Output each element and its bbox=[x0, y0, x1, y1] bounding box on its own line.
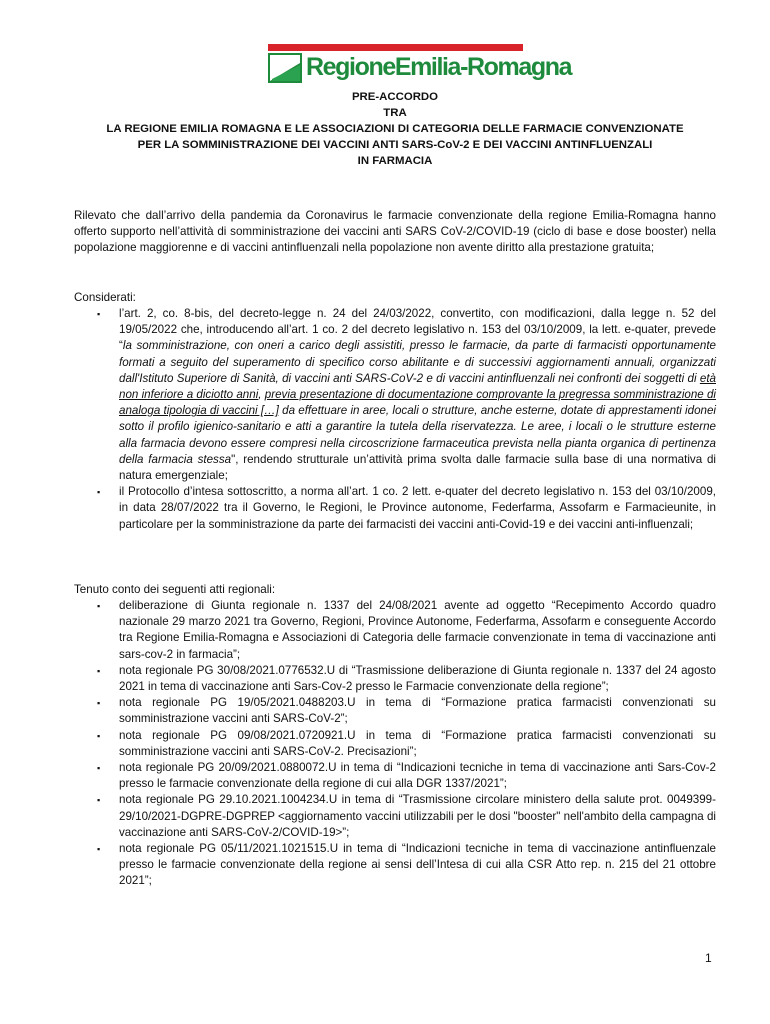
logo-wordmark: RegioneEmilia-Romagna bbox=[306, 53, 572, 81]
list-item bbox=[74, 728, 716, 760]
page-number: 1 bbox=[705, 951, 712, 965]
considerati-list bbox=[74, 306, 716, 533]
list-item-text: nota regionale PG 29.10.2021.1004234.U in tema di “Trasmissione circolare ministero della salute prot. 0049399-29/10/2021-DGPRE-DGPREP <aggiornamento vaccini utilizzabili per le dosi "booster" nell'ambito della campagna di vaccinazione anti SARS-CoV-2/COVID-19>”; bbox=[119, 793, 716, 839]
list-item-text: ", rendendo strutturale un’attività prima svolta dalle farmacie sulla base di una normativa di natura emergenziale; bbox=[119, 452, 717, 483]
logo-red-bar bbox=[268, 44, 523, 51]
heading-line: IN FARMACIA bbox=[357, 155, 433, 167]
underlined-text: previa presentazione di documentazione comprovante la pregressa somministrazione di analoga tipologia di vaccini […] bbox=[119, 388, 717, 418]
region-logo bbox=[268, 44, 572, 84]
bullet-icon: ▪ bbox=[97, 795, 101, 806]
list-item-text: nota regionale PG 19/05/2021.0488203.U in tema di “Formazione pratica farmacisti convenzionati su somministrazione vaccini anti SARS-CoV-2”; bbox=[119, 696, 716, 726]
list-item bbox=[74, 663, 716, 695]
quoted-text: la somministrazione, con oneri a carico degli assistiti, presso le farmacie, da parte di farmacisti opportunamente formati a seguito del superamento di specifico corso abilitante e di successivi aggiornamenti annuali, organizzati dall'Istituto Superiore di Sanità, di vaccini anti SARS-CoV-2 e di vaccini antinfluenzali nei confronti dei soggetti di bbox=[119, 339, 716, 385]
list-item-text: l’art. 2, co. 8-bis, del decreto-legge n. 24 del 24/03/2022, convertito, con modificazioni, dalla legge n. 52 del 19/05/2022 che, introducendo all’art. 1 co. 2 del decreto legislativo n. 153 del 03/10/2009, la lett. e-quater, prevede “ bbox=[119, 307, 716, 353]
bullet-icon: ▪ bbox=[97, 698, 101, 709]
list-item bbox=[74, 760, 716, 792]
bullet-icon: ▪ bbox=[97, 844, 101, 855]
bullet-icon: ▪ bbox=[97, 665, 101, 676]
bullet-icon: ▪ bbox=[97, 763, 101, 774]
list-item bbox=[74, 484, 716, 533]
document-heading bbox=[60, 89, 730, 169]
list-item-text: nota regionale PG 05/11/2021.1021515.U in tema di “Indicazioni tecniche in tema di vaccinazione antinfluenzale presso le farmacie convenzionate della regione ai sensi dell’Intesa di cui alla CSR Atto rep. n. 215 del 21 ottobre 2021”; bbox=[119, 842, 716, 888]
bullet-icon: ▪ bbox=[97, 487, 101, 498]
list-item-text: nota regionale PG 20/09/2021.0880072.U in tema di “Indicazioni tecniche in tema di vaccinazione anti Sars-Cov-2 presso le farmacie convenzionate della regione di cui alla DGR 1337/2021”; bbox=[119, 761, 716, 791]
list-item-text: nota regionale PG 09/08/2021.0720921.U in tema di “Formazione pratica farmacisti convenzionati su somministrazione vaccini anti SARS-CoV-2. Precisazioni”; bbox=[119, 728, 716, 758]
list-item bbox=[74, 792, 716, 841]
quoted-text: da effettuare in aree, locali o strutture, anche esterne, dotate di apprestamenti idonei sotto il profilo igienico-sanitario e atti a garantire la tutela della riservatezza. Le aree, i locali o le strutture esterne alla farmacia devono essere compresi nella circoscrizione farmaceutica prevista nella pianta organica di pertinenza della farmacia stessa bbox=[119, 404, 717, 466]
bullet-icon: ▪ bbox=[97, 730, 101, 741]
tenuto-list bbox=[74, 598, 716, 890]
underlined-text: età non inferiore a diciotto anni bbox=[119, 371, 716, 402]
list-item bbox=[74, 306, 716, 484]
logo-emblem-icon bbox=[268, 53, 302, 83]
list-item-text: deliberazione di Giunta regionale n. 1337 del 24/08/2021 avente ad oggetto “Recepimento Accordo quadro nazionale 29 marzo 2021 tra Governo, Regioni, Province Autonome, Federfarma, Assofarm e conseguente Accordo tra Regione Emilia-Romagna e Associazioni di Categoria delle farmacie convenzionate in tema di vaccinazione anti sars-cov-2 in farmacia”; bbox=[119, 599, 716, 661]
heading-line: LA REGIONE EMILIA ROMAGNA E LE ASSOCIAZIONI DI CATEGORIA DELLE FARMACIE CONVENZIONATE bbox=[106, 123, 684, 135]
heading-line: PER LA SOMMINISTRAZIONE DEI VACCINI ANTI SARS-CoV-2 E DEI VACCINI ANTINFLUENZALI bbox=[137, 139, 653, 151]
tenuto-label: Tenuto conto dei seguenti atti regionali: bbox=[74, 583, 276, 596]
list-item-text: il Protocollo d’intesa sottoscritto, a norma all’art. 1 co. 2 lett. e-quater del decreto legislativo n. 153 del 03/10/2009, in data 28/07/2022 tra il Governo, le Regioni, le Province autonome, Federfarma, Assofarm e Farmacieunite, in particolare per la somministrazione da parte dei farmacisti dei vaccini anti-Covid-19 e dei vaccini anti-influenzali; bbox=[119, 485, 716, 531]
list-item-text: nota regionale PG 30/08/2021.0776532.U di “Trasmissione deliberazione di Giunta regionale n. 1337 del 24 agosto 2021 in tema di vaccinazione anti Sars-Cov-2 presso le Farmacie convenzionate della regione”; bbox=[119, 663, 716, 694]
list-item bbox=[74, 598, 716, 663]
heading-line: TRA bbox=[383, 107, 407, 119]
quoted-text: , bbox=[258, 388, 265, 402]
heading-line: PRE-ACCORDO bbox=[351, 91, 439, 103]
list-item bbox=[74, 841, 716, 890]
considerati-label: Considerati: bbox=[74, 291, 136, 304]
bullet-icon: ▪ bbox=[97, 309, 101, 319]
bullet-icon: ▪ bbox=[97, 601, 101, 611]
intro-paragraph: Rilevato che dall’arrivo della pandemia da Coronavirus le farmacie convenzionate della regione Emilia-Romagna hanno offerto supporto nell’attività di somministrazione dei vaccini anti SARS CoV-2/COVID-19 (ciclo di base e dose booster) nella popolazione maggiorenne e di vaccini antinfluenzali nella popolazione non avente diritto alla prestazione gratuita; bbox=[74, 209, 716, 255]
list-item bbox=[74, 695, 716, 727]
